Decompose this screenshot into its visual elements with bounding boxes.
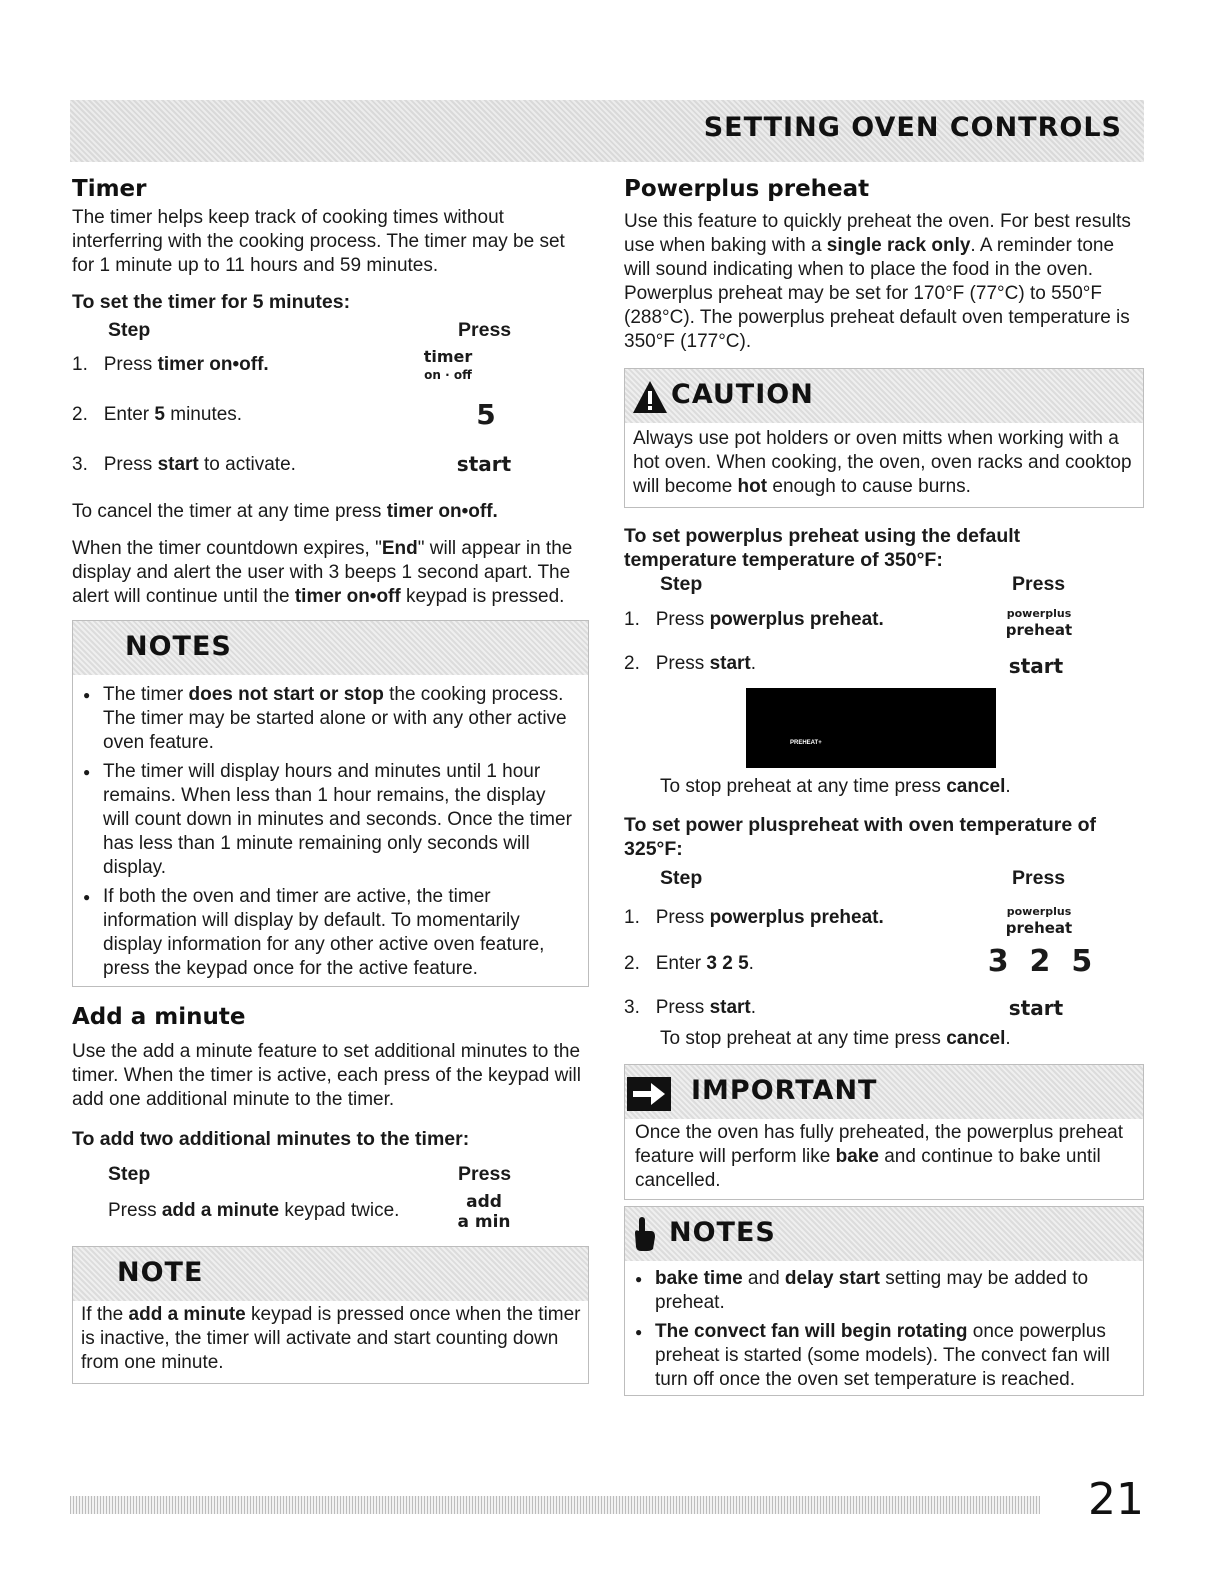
caution-bold: hot <box>737 476 768 497</box>
note-text: and <box>742 1268 785 1289</box>
start-key: start <box>1008 654 1064 678</box>
step-number: 1. <box>624 609 640 630</box>
step-bold-text: powerplus preheat. <box>709 907 884 928</box>
stop-text: To stop preheat at any time press <box>660 776 947 797</box>
list-item <box>629 1320 1134 1392</box>
step-text: Press <box>655 653 710 674</box>
add-minute-press-header: Press <box>458 1163 512 1185</box>
footer-bar <box>70 1496 1040 1514</box>
stop-preheat-text-1 <box>660 776 1011 798</box>
note-text-end: setting may be added to preheat. <box>655 1268 1089 1313</box>
powerplus-heading: Powerplus preheat <box>624 176 870 202</box>
add-minute-intro: Use the add a minute feature to set additional minutes to the timer. When the timer is active, each press of the keypad will add one additional minute to the timer. <box>72 1041 581 1110</box>
powerplus-325-step-1 <box>624 907 884 929</box>
caution-text-start: Always use pot holders or oven mitts when working with a hot oven. When cooking, the oven, oven racks and cooktop will become <box>633 428 1132 497</box>
timer-step-1 <box>72 354 269 376</box>
add-minute-step-header: Step <box>108 1163 151 1185</box>
step-text: Press <box>655 907 710 928</box>
stop-preheat-text-2 <box>660 1028 1011 1050</box>
important-text-end: and continue to bake until cancelled. <box>635 1146 1101 1191</box>
countdown-bold-2: timer on•off <box>294 586 401 607</box>
notes-title: NOTES <box>125 631 232 662</box>
note-text: If both the oven and timer are active, the timer information will display by default. To momentarily display information for any other active oven feature, press the keypad once for the active feature. <box>103 886 545 979</box>
powerplus-step-2 <box>624 653 756 675</box>
key-label-line1: add <box>466 1192 502 1212</box>
caution-title: CAUTION <box>671 379 814 410</box>
intro-text-1: Use this feature to quickly preheat the oven. For best results use when baking with a <box>624 211 1131 256</box>
key-label-line2: preheat <box>1005 621 1073 639</box>
intro-bold: single rack only <box>826 235 971 256</box>
step-bold-text: 3 2 5 <box>706 953 749 974</box>
step-bold-text: start <box>157 454 199 475</box>
warning-triangle-icon <box>631 379 669 415</box>
important-box-header <box>625 1065 1143 1119</box>
stop-text-end: . <box>1005 1028 1011 1049</box>
pointing-hand-icon <box>629 1215 659 1253</box>
note-text <box>81 1303 581 1375</box>
powerplus-step-header: Step <box>660 573 703 595</box>
important-box <box>624 1064 1144 1200</box>
list-item <box>77 760 577 880</box>
key-label-line1: powerplus <box>1006 905 1072 918</box>
note-bold: bake time <box>655 1268 743 1289</box>
cancel-bold: timer on•off. <box>386 501 498 522</box>
caution-box-header <box>625 369 1143 423</box>
powerplus-section <box>624 176 1144 354</box>
page-number: 21 <box>1088 1474 1144 1525</box>
section-banner <box>70 100 1144 162</box>
add-minute-heading: Add a minute <box>72 1004 246 1030</box>
notes-box-left <box>72 620 589 987</box>
step-number: 3. <box>624 997 640 1018</box>
page-title: SETTING OVEN CONTROLS <box>703 112 1122 143</box>
note-bold: The convect fan will begin rotating <box>655 1321 968 1342</box>
timer-subheading: To set the timer for 5 minutes: <box>72 291 351 313</box>
step-number: 2. <box>624 953 640 974</box>
intro-text-2: . A reminder tone will sound indicating when to place the food in the oven. Powerplus preheat may be set for 170°F (77°C) to 550°F (288°C). The powerplus preheat default oven temperature is 350°F (177°C). <box>624 235 1130 352</box>
step-bold-text: start <box>709 997 751 1018</box>
step-text-end: . <box>750 653 757 674</box>
powerplus-press-header: Press <box>1012 573 1066 595</box>
arrow-right-icon <box>627 1077 671 1111</box>
note-bold: does not start or stop <box>188 684 384 705</box>
step-text-end: . <box>750 997 757 1018</box>
add-a-min-key <box>452 1192 516 1232</box>
powerplus-step-header-2: Step <box>660 867 703 889</box>
note-text-end: keypad is pressed once when the timer is inactive, the timer will activate and start counting down from one minute. <box>81 1304 581 1373</box>
countdown-bold-1: End <box>381 538 418 559</box>
stop-text: To stop preheat at any time press <box>660 1028 947 1049</box>
powerplus-step-1 <box>624 609 884 631</box>
cancel-text: To cancel the timer at any time press <box>72 501 387 522</box>
note-bold-2: delay start <box>784 1268 880 1289</box>
step-text: Press <box>655 609 710 630</box>
key-label-line1: timer <box>423 347 473 366</box>
timer-step-3 <box>72 454 296 476</box>
step-text-end: minutes. <box>164 404 243 425</box>
note-title: NOTE <box>117 1257 204 1288</box>
caution-text <box>633 427 1138 499</box>
add-minute-section <box>72 1004 592 1112</box>
notes-list <box>77 683 577 986</box>
note-box-left <box>72 1246 589 1384</box>
key-label-line2: a min <box>457 1212 511 1232</box>
note-box-header <box>73 1247 588 1301</box>
step-bold-text: start <box>709 653 751 674</box>
note-text: The timer will display hours and minutes until 1 hour remains. When less than 1 hour remains, the display will count down in minutes and seconds. Once the timer has less than 1 minute remaining only seconds will display. <box>103 761 572 878</box>
step-text: Enter <box>655 953 707 974</box>
key-label-line2: preheat <box>1005 919 1073 937</box>
notes-box-header <box>73 621 588 675</box>
timer-step-2 <box>72 404 242 426</box>
list-item <box>629 1267 1134 1315</box>
step-text: Press <box>108 1200 162 1221</box>
step-text: Press <box>103 454 158 475</box>
three-two-five-keys: 3 2 5 <box>987 944 1093 979</box>
step-bold-text: timer on•off. <box>157 354 269 375</box>
step-text: Press <box>655 997 710 1018</box>
note-text: The timer <box>103 684 189 705</box>
stop-text-end: . <box>1005 776 1011 797</box>
timer-section <box>72 176 592 278</box>
display-text: PREHEAT+ <box>790 740 822 746</box>
countdown-text-2: " will appear in the display and alert the user with 3 beeps 1 second apart. The alert will continue until the <box>72 538 573 607</box>
stop-bold: cancel <box>946 1028 1006 1049</box>
note-text: once powerplus preheat is started (some models). The convect fan will turn off once the oven set temperature is reached. <box>655 1321 1110 1390</box>
list-item <box>77 885 577 981</box>
powerplus-preheat-key <box>1004 904 1074 936</box>
list-item <box>77 683 577 755</box>
note-bold: add a minute <box>128 1304 246 1325</box>
step-text: Press <box>103 354 158 375</box>
notes-list <box>629 1267 1134 1397</box>
timer-cancel-text <box>72 500 592 524</box>
step-bold-text: add a minute <box>161 1200 280 1221</box>
step-bold-text: 5 <box>154 404 165 425</box>
step-number: 2. <box>624 653 640 674</box>
start-key: start <box>456 452 512 476</box>
add-minute-step <box>108 1200 399 1222</box>
important-bold: bake <box>835 1146 879 1167</box>
key-label-line1: powerplus <box>1006 607 1072 620</box>
timer-onoff-key <box>420 348 476 384</box>
note-text-end: the cooking process. The timer may be started alone or with any other active oven feature. <box>103 684 567 753</box>
step-number: 3. <box>72 454 88 475</box>
powerplus-intro <box>624 210 1144 354</box>
countdown-text-1: When the timer countdown expires, " <box>72 538 382 559</box>
caution-text-end: enough to cause burns. <box>767 476 971 497</box>
important-title: IMPORTANT <box>691 1075 878 1106</box>
powerplus-325-step-2 <box>624 953 754 975</box>
step-text: Enter <box>103 404 155 425</box>
notes-box-header <box>625 1207 1143 1261</box>
timer-countdown-text <box>72 537 592 609</box>
timer-step-header: Step <box>108 319 151 341</box>
step-bold-text: powerplus preheat. <box>709 609 884 630</box>
step-number: 2. <box>72 404 88 425</box>
note-text-start: If the <box>81 1304 129 1325</box>
stop-bold: cancel <box>946 776 1006 797</box>
step-number: 1. <box>72 354 88 375</box>
oven-display <box>746 688 996 768</box>
powerplus-preheat-key <box>1004 606 1074 638</box>
powerplus-press-header-2: Press <box>1012 867 1066 889</box>
add-minute-subheading: To add two additional minutes to the timer: <box>72 1128 470 1150</box>
step-text-end: keypad twice. <box>279 1200 400 1221</box>
timer-press-header: Press <box>458 319 512 341</box>
step-number: 1. <box>624 907 640 928</box>
notes-box-right <box>624 1206 1144 1396</box>
timer-intro: The timer helps keep track of cooking times without interferring with the cooking process. The timer may be set for 1 minute up to 11 hours and 59 minutes. <box>72 207 565 276</box>
caution-box <box>624 368 1144 508</box>
powerplus-325-step-3 <box>624 997 756 1019</box>
notes-title: NOTES <box>669 1217 776 1248</box>
important-text-start: Once the oven has fully preheated, the powerplus preheat feature will perform like <box>635 1122 1123 1167</box>
powerplus-325-subheading: To set power pluspreheat with oven temperature of 325°F: <box>624 814 1097 860</box>
countdown-text-3: keypad is pressed. <box>400 586 565 607</box>
important-text <box>635 1121 1135 1193</box>
start-key: start <box>1008 996 1064 1020</box>
key-label-line2: on · off <box>424 368 472 382</box>
timer-heading: Timer <box>72 176 147 202</box>
step-text-end: to activate. <box>198 454 296 475</box>
step-text-end: . <box>748 953 754 974</box>
powerplus-default-subheading: To set powerplus preheat using the default temperature temperature of 350°F: <box>624 525 1021 571</box>
five-key: 5 <box>476 398 496 431</box>
